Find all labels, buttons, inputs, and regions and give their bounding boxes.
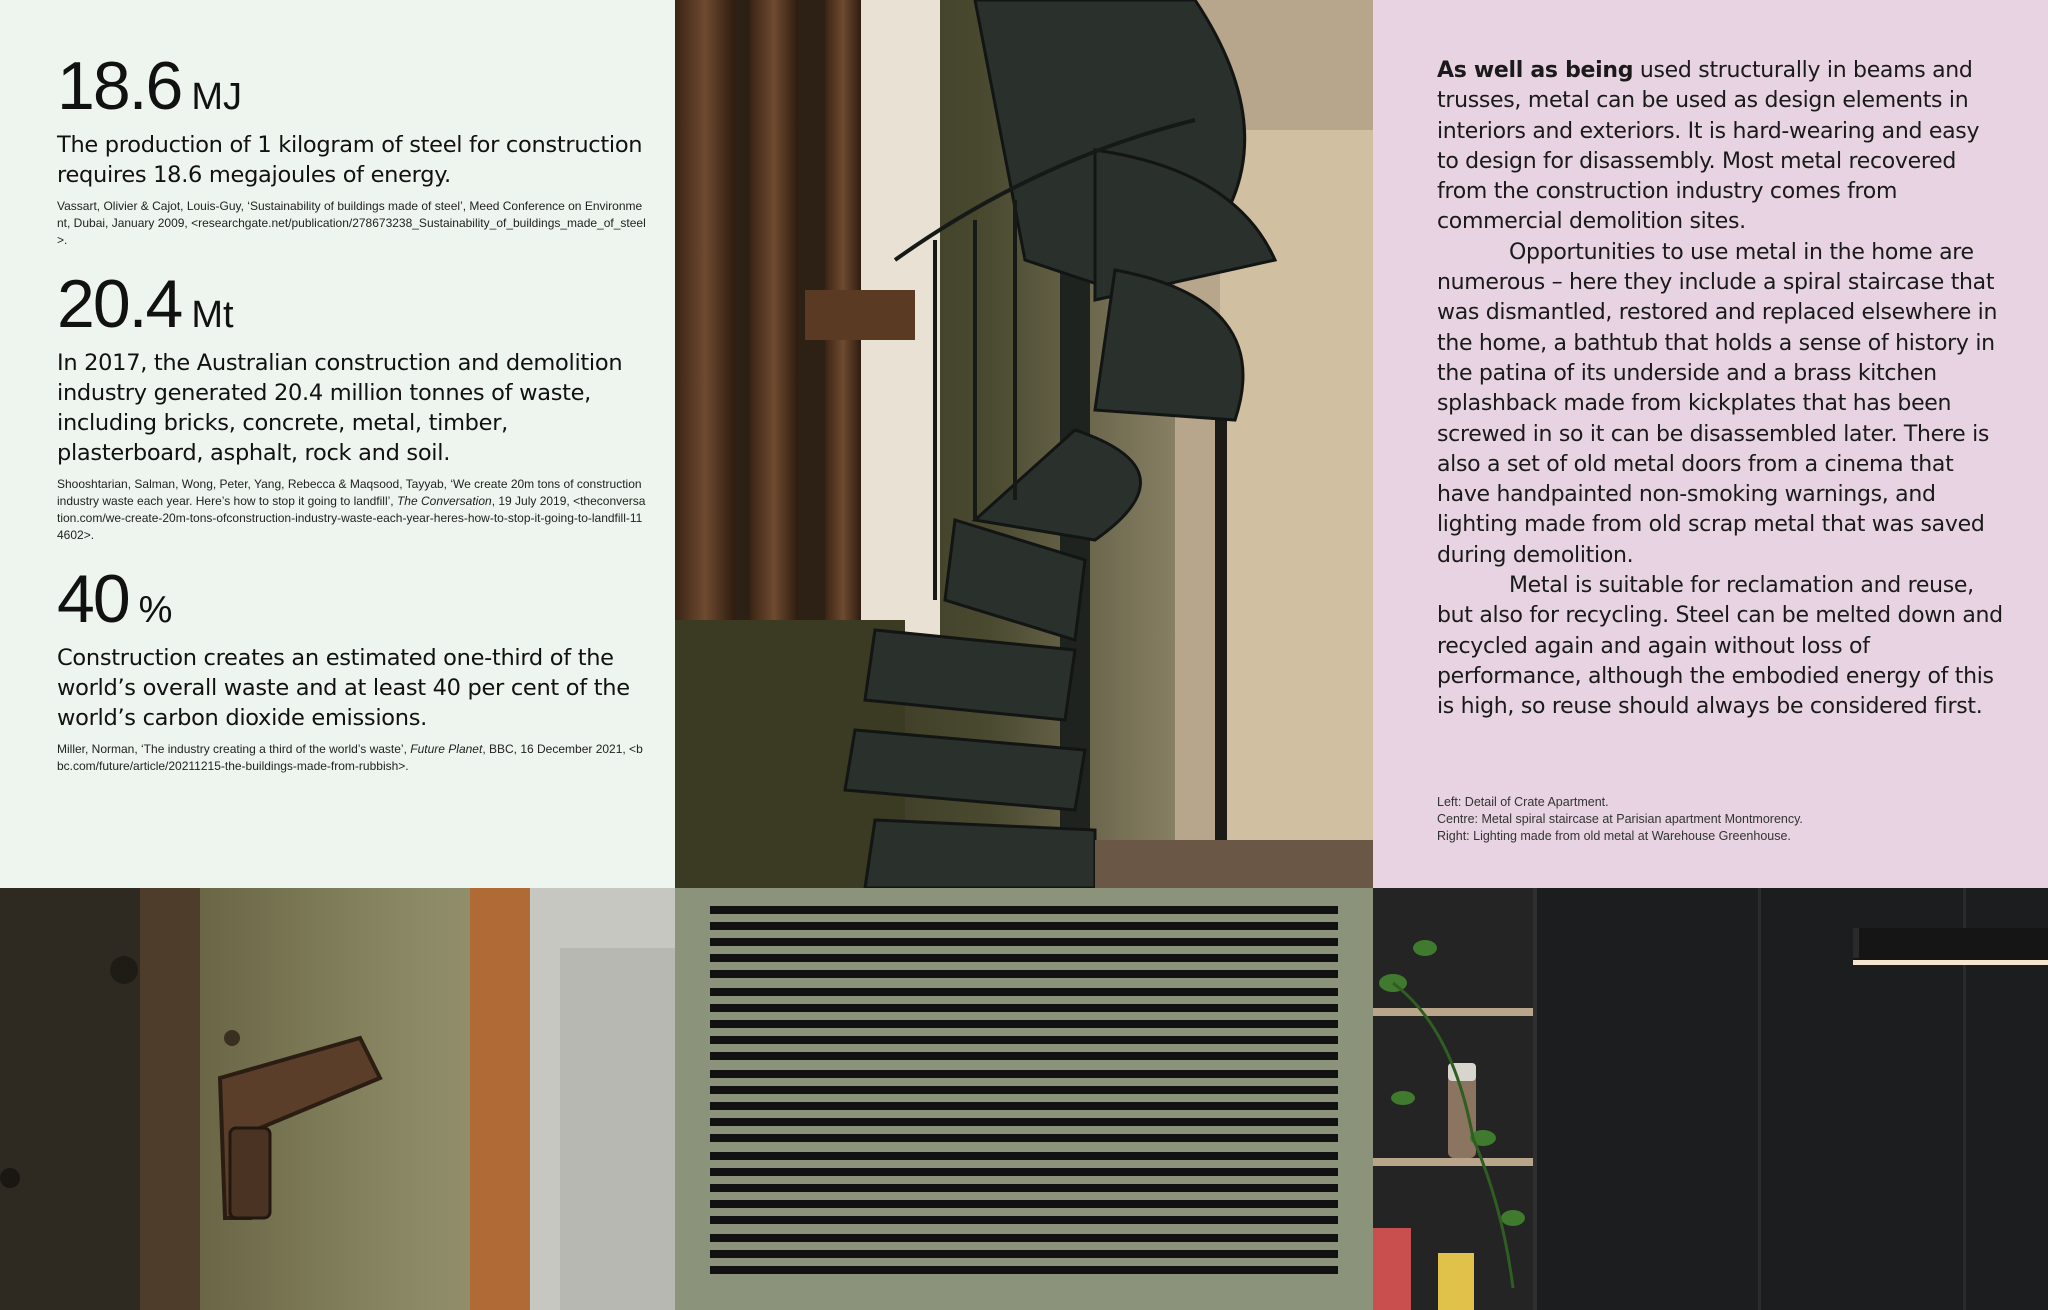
stripe-line: [710, 1168, 1338, 1176]
essay-body: [1437, 56, 2007, 723]
essay-paragraph-2: Opportunities to use metal in the home are numerous – here they include a spiral staircase that was dismantled, restored and replaced elsewhere in the home, a bathtub that holds a sense of history in the patina of its underside and a brass kitchen splashback made from kickplates that has been screwed in so it can be disassembled later. There is also a set of old metal doors from a cinema that have handpainted non-smoking warnings, and lighting made from old scrap metal that was saved during demolition.: [1437, 239, 1998, 568]
stripe-line: [710, 1086, 1338, 1094]
stripe-line: [710, 1234, 1338, 1242]
stripe-pattern: [675, 888, 1373, 1310]
stat-number: 40: [57, 561, 129, 637]
door-latch-photo: [0, 888, 675, 1310]
stat-unit: MJ: [191, 76, 243, 118]
stat-number: 18.6: [57, 48, 182, 124]
door-latch-illustration: [0, 888, 675, 1310]
stat-citation: Miller, Norman, ‘The industry creating a third of the world’s waste’, Future Planet, BBC, 16 December 2021, <bbc.com/future/article/20211215-the-buildings-made-from-rubbish>.: [57, 742, 643, 773]
stat-block-waste: [57, 266, 647, 544]
stats-panel: [0, 0, 675, 888]
stat-number: 20.4: [57, 266, 182, 342]
stripe-line: [710, 922, 1338, 930]
essay-panel: [1373, 0, 2048, 888]
stripe-line: [710, 1200, 1338, 1208]
stripe-line: [710, 1266, 1338, 1274]
lighting-photo: [1373, 888, 2048, 1310]
essay-paragraph-3: Metal is suitable for reclamation and reuse, but also for recycling. Steel can be melted down and recycled again and again without loss of performance, although the embodied energy of this is high, so reuse should always be considered first.: [1437, 573, 2003, 720]
stat-description: Construction creates an estimated one-third of the world’s overall waste and at least 40 per cent of the world’s carbon dioxide emissions.: [57, 645, 630, 731]
stat-citation: Vassart, Olivier & Cajot, Louis-Guy, ‘Sustainability of buildings made of steel’, Meed Conference on Environment, Dubai, January 2009, <researchgate.net/publication/278673238_Sustainability_of_buildings_made_of_steel>.: [57, 199, 646, 247]
stripe-graphic: [675, 888, 1373, 1310]
stripe-line: [710, 988, 1338, 996]
lighting-illustration: [1373, 888, 2048, 1310]
caption-centre: Centre: Metal spiral staircase at Parisian apartment Montmorency.: [1437, 812, 1803, 826]
essay-paragraph-1: As well as being used structurally in beams and trusses, metal can be used as design elements in interiors and exteriors. It is hard-wearing and easy to design for disassembly. Most metal recovered from the construction industry comes from commercial demolition sites.: [1437, 58, 1980, 235]
stripe-line: [710, 1004, 1338, 1012]
stat-description: The production of 1 kilogram of steel for construction requires 18.6 megajoules of energy.: [57, 132, 643, 188]
stripe-line: [710, 1118, 1338, 1126]
staircase-illustration: [675, 0, 1373, 888]
photo-captions: [1437, 794, 1803, 845]
stripe-line: [710, 1070, 1338, 1078]
stripe-line: [710, 1102, 1338, 1110]
stripe-line: [710, 1152, 1338, 1160]
stripe-line: [710, 1250, 1338, 1258]
caption-right: Right: Lighting made from old metal at Warehouse Greenhouse.: [1437, 829, 1791, 843]
stripe-line: [710, 1020, 1338, 1028]
caption-left: Left: Detail of Crate Apartment.: [1437, 795, 1609, 809]
stripe-line: [710, 1036, 1338, 1044]
stripe-line: [710, 1052, 1338, 1060]
stripe-line: [710, 1216, 1338, 1224]
spiral-staircase-photo: [675, 0, 1373, 888]
stripe-line: [710, 906, 1338, 914]
stripe-line: [710, 954, 1338, 962]
stat-description: In 2017, the Australian construction and demolition industry generated 20.4 million tonnes of waste, including bricks, concrete, metal, timber, plasterboard, asphalt, rock and soil.: [57, 350, 623, 466]
stat-unit: Mt: [191, 294, 234, 336]
stripe-line: [710, 1184, 1338, 1192]
stripe-line: [710, 1134, 1338, 1142]
stat-block-emissions: [57, 561, 647, 775]
stat-block-energy: [57, 48, 647, 249]
essay-lead: As well as being: [1437, 58, 1634, 83]
stat-unit: %: [138, 589, 173, 631]
stripe-line: [710, 938, 1338, 946]
stripe-line: [710, 970, 1338, 978]
stat-citation: Shooshtarian, Salman, Wong, Peter, Yang, Rebecca & Maqsood, Tayyab, ‘We create 20m tons of construction industry waste each year. Here’s how to stop it going to landfill’, The Conversation, 19 July 2019, <theconversation.com/we-create-20m-tons-ofconstruction-industry-waste-each-year-heres-how-to-stop-it-going-to-landfill-114602>.: [57, 477, 646, 542]
